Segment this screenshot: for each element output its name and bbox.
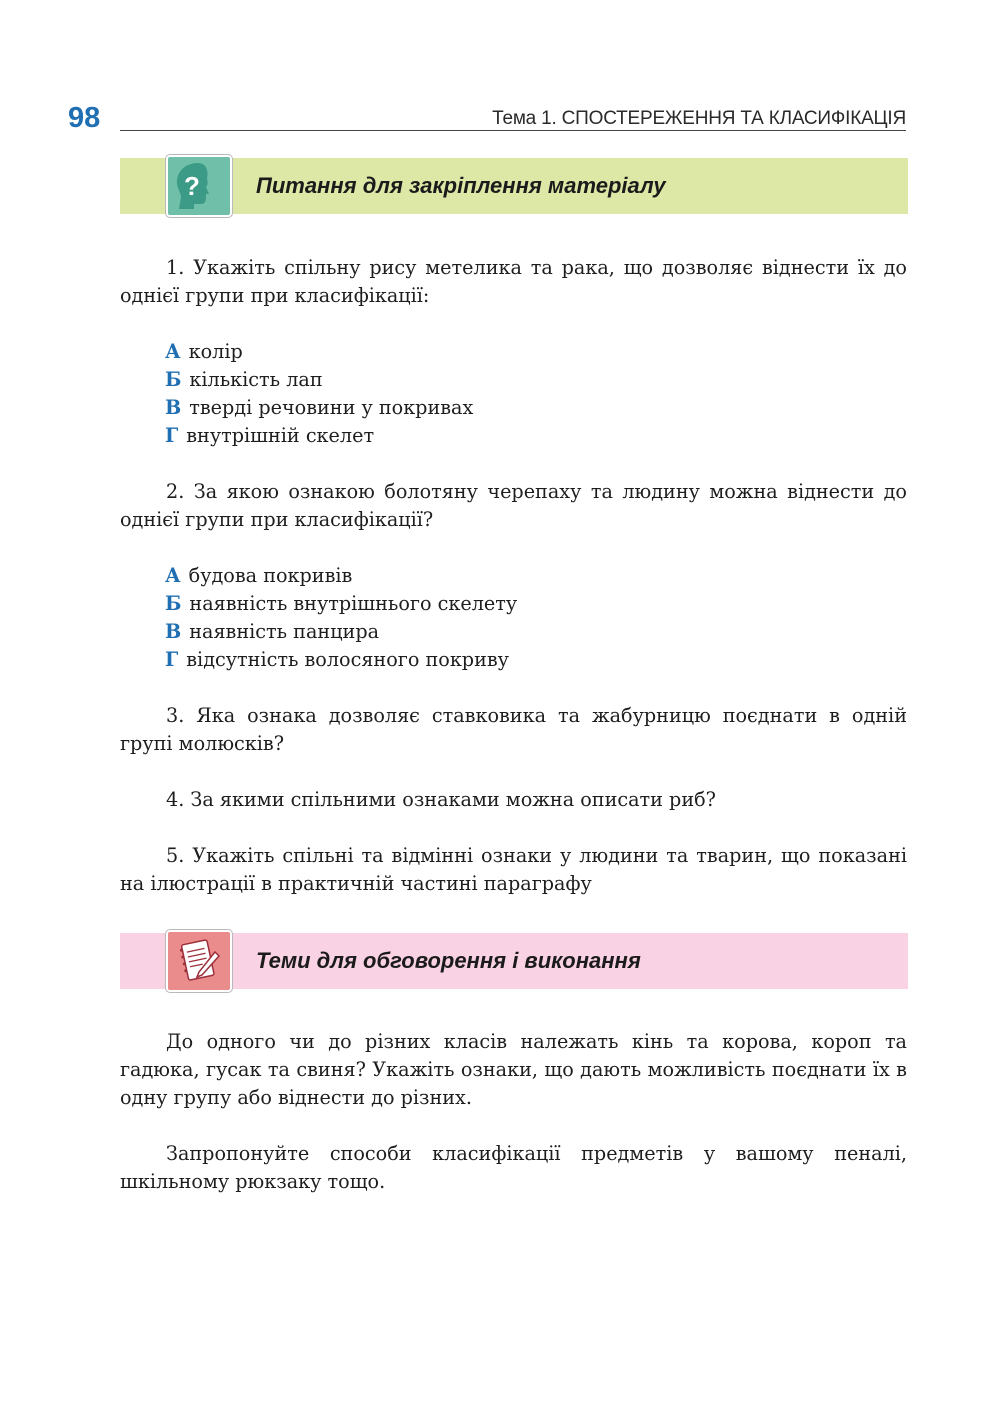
question-3 (120, 702, 907, 758)
section-header-discussion (120, 933, 908, 989)
option-item (165, 618, 952, 646)
option-letter: Г (165, 424, 179, 447)
question-4 (120, 786, 907, 814)
option-text: наявність панцира (189, 620, 380, 643)
question-2 (120, 478, 907, 534)
notepad-pencil-icon (166, 930, 232, 992)
question-1 (120, 254, 907, 310)
section-title-questions: Питання для закріплення матеріалу (256, 173, 666, 198)
option-item (165, 394, 952, 422)
option-text: тверді речовини у покривах (189, 396, 474, 419)
option-letter: В (165, 396, 182, 419)
running-title: Тема 1. СПОСТЕРЕЖЕННЯ ТА КЛАСИФІКАЦІЯ (492, 108, 906, 129)
question-5 (120, 842, 907, 898)
page-number: 98 (68, 102, 101, 134)
section-header-questions (120, 158, 908, 214)
question-head-icon (166, 155, 232, 217)
discussion-paragraph (120, 1140, 907, 1196)
question-3-text: 3. Яка ознака дозволяє ставковика та жабурницю поєднати в одній групі молюсків? (120, 704, 907, 755)
svg-text:?: ? (184, 171, 200, 201)
discussion-text: До одного чи до різних класів належать кінь та корова, короп та гадюка, гусак та свиня? Укажіть ознаки, що дають можливість поєднати їх в одну групу або віднести до різних. (120, 1030, 907, 1109)
option-text: наявність внутрішнього скелету (189, 592, 518, 615)
option-item (165, 422, 952, 450)
option-item (165, 590, 952, 618)
option-letter: А (165, 564, 181, 587)
option-item (165, 366, 952, 394)
question-4-text: 4. За якими спільними ознаками можна описати риб? (166, 788, 716, 811)
header-rule (120, 130, 906, 131)
option-text: внутрішній скелет (186, 424, 375, 447)
option-letter: А (165, 340, 181, 363)
option-letter: Б (165, 592, 182, 615)
option-text: будова покривів (188, 564, 353, 587)
option-text: колір (188, 340, 243, 363)
option-letter: В (165, 620, 182, 643)
option-letter: Г (165, 648, 179, 671)
question-2-options (120, 562, 952, 674)
discussion-text: Запропонуйте способи класифікації предметів у вашому пеналі, шкільному рюкзаку тощо. (120, 1142, 907, 1193)
section-title-discussion: Теми для обговорення і виконання (256, 948, 641, 973)
option-text: кількість лап (189, 368, 323, 391)
option-letter: Б (165, 368, 182, 391)
question-1-options (120, 338, 952, 450)
discussion-paragraph (120, 1028, 907, 1112)
question-1-text: 1. Укажіть спільну рису метелика та рака, що дозволяє віднести їх до однієї групи при класифікації: (120, 256, 907, 307)
option-item (165, 562, 952, 590)
option-text: відсутність волосяного покриву (186, 648, 509, 671)
question-5-text: 5. Укажіть спільні та відмінні ознаки у людини та тварин, що показані на ілюстрації в практичній частині параграфу (120, 844, 907, 895)
option-item (165, 646, 952, 674)
option-item (165, 338, 952, 366)
question-2-text: 2. За якою ознакою болотяну черепаху та людину можна віднести до однієї групи при класифікації? (120, 480, 907, 531)
